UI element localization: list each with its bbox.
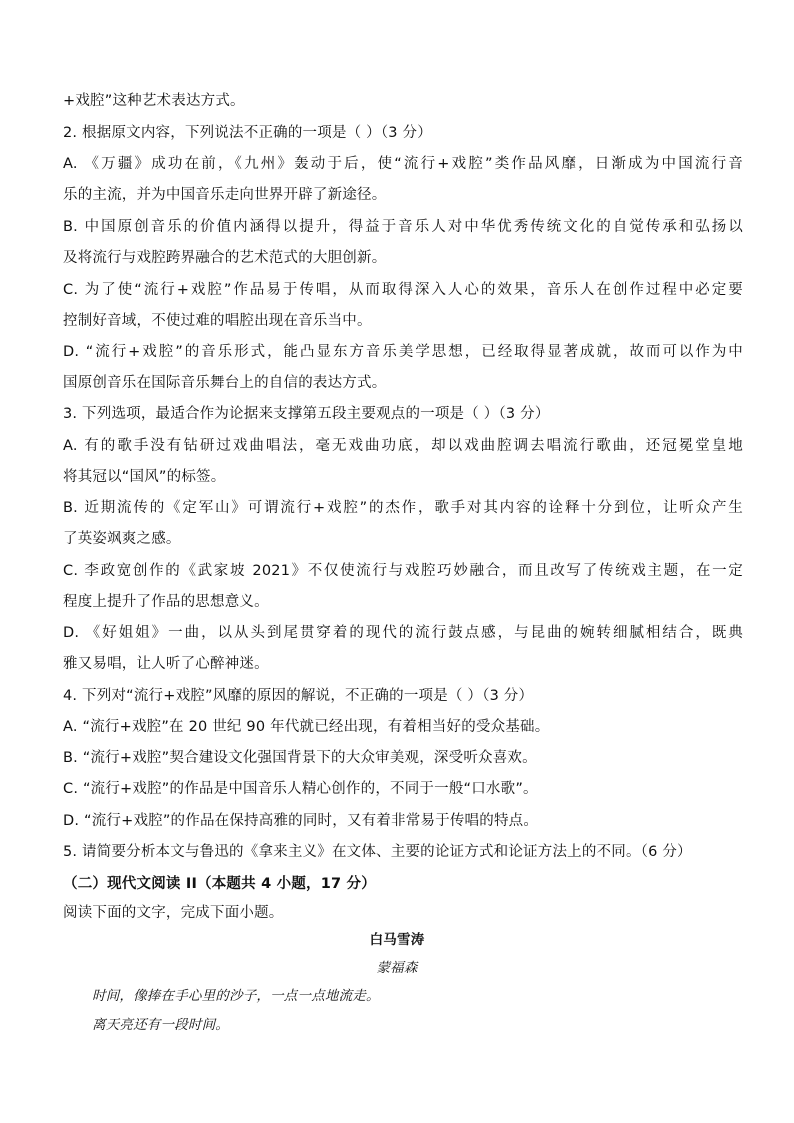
option-b-line: B. 中国原创音乐的价值内涵得以提升，得益于音乐人对中华优秀传统文化的自觉传承和弘扬以 xyxy=(63,219,743,235)
option-b-line-cont: 及将流行与戏腔跨界融合的艺术范式的大胆创新。 xyxy=(63,250,387,266)
text-line: +戏腔”这种艺术表达方式。 xyxy=(63,93,245,109)
question-5: 5. 请简要分析本文与鲁迅的《拿来主义》在文体、主要的论证方式和论证方法上的不同。（6 分） xyxy=(63,844,692,860)
question-4: 4. 下列对“流行+戏腔”风靡的原因的解说，不正确的一项是（ ）（3 分） xyxy=(63,688,534,704)
option-c-line-cont: 控制好音域，不使过难的唱腔出现在音乐当中。 xyxy=(63,313,372,329)
option-c-line: C. 李政宽创作的《武家坡 2021》不仅使流行与戏腔巧妙融合，而且改写了传统戏主题，在一定 xyxy=(63,563,743,579)
option-b-line-cont: 了英姿飒爽之感。 xyxy=(63,531,181,547)
reading-instruction: 阅读下面的文字，完成下面小题。 xyxy=(63,905,284,921)
option-d-line: D. “流行+戏腔”的音乐形式，能凸显东方音乐美学思想，已经取得显著成就，故而可以作为中 xyxy=(63,344,743,360)
option-b-line: B. 近期流传的《定军山》可谓流行+戏腔”的杰作，歌手对其内容的诠释十分到位，让听众产生 xyxy=(63,500,743,516)
option-b-line: B. “流行+戏腔”契合建设文化强国背景下的大众审美观，深受听众喜欢。 xyxy=(63,750,537,766)
option-d-line-cont: 雅又易唱，让人听了心醉神迷。 xyxy=(63,656,269,672)
story-title: 白马雪涛 xyxy=(369,932,425,948)
section-heading: （二）现代文阅读 II（本题共 4 小题，17 分） xyxy=(63,876,376,892)
option-a-line: A. “流行+戏腔”在 20 世纪 90 年代就已经出现，有着相当好的受众基础。 xyxy=(63,719,550,735)
option-a-line-cont: 乐的主流，并为中国音乐走向世界开辟了新途径。 xyxy=(63,187,387,203)
option-d-line-cont: 国原创音乐在国际音乐舞台上的自信的表达方式。 xyxy=(63,375,387,391)
option-a-line: A. 有的歌手没有钻研过戏曲唱法，毫无戏曲功底，却以戏曲腔调去唱流行歌曲，还冠冕堂皇地 xyxy=(63,438,743,454)
question-3: 3. 下列选项，最适合作为论据来支撑第五段主要观点的一项是（ ）（3 分） xyxy=(63,406,550,422)
option-d-line: D. “流行+戏腔”的作品在保持高雅的同时，又有着非常易于传唱的特点。 xyxy=(63,813,539,829)
option-a-line: A. 《万疆》成功在前，《九州》轰动于后，使“流行+戏腔”类作品风靡，日渐成为中国流行音 xyxy=(63,156,743,172)
question-2: 2. 根据原文内容，下列说法不正确的一项是（ ）（3 分） xyxy=(63,125,432,141)
option-a-line-cont: 将其冠以“国风”的标签。 xyxy=(63,469,226,485)
option-c-line-cont: 程度上提升了作品的思想意义。 xyxy=(63,594,269,610)
story-paragraph: 离天亮还有一段时间。 xyxy=(92,1017,229,1033)
story-paragraph: 时间，像捧在手心里的沙子，一点一点地流走。 xyxy=(92,988,380,1004)
option-c-line: C. 为了使“流行+戏腔”作品易于传唱，从而取得深入人心的效果，音乐人在创作过程中必定要 xyxy=(63,282,743,298)
story-author: 蒙福森 xyxy=(376,960,418,976)
option-c-line: C. “流行+戏腔”的作品是中国音乐人精心创作的，不同于一般“口水歌”。 xyxy=(63,781,538,797)
option-d-line: D. 《好姐姐》一曲，以从头到尾贯穿着的现代的流行鼓点感，与昆曲的婉转细腻相结合，既典 xyxy=(63,625,743,641)
